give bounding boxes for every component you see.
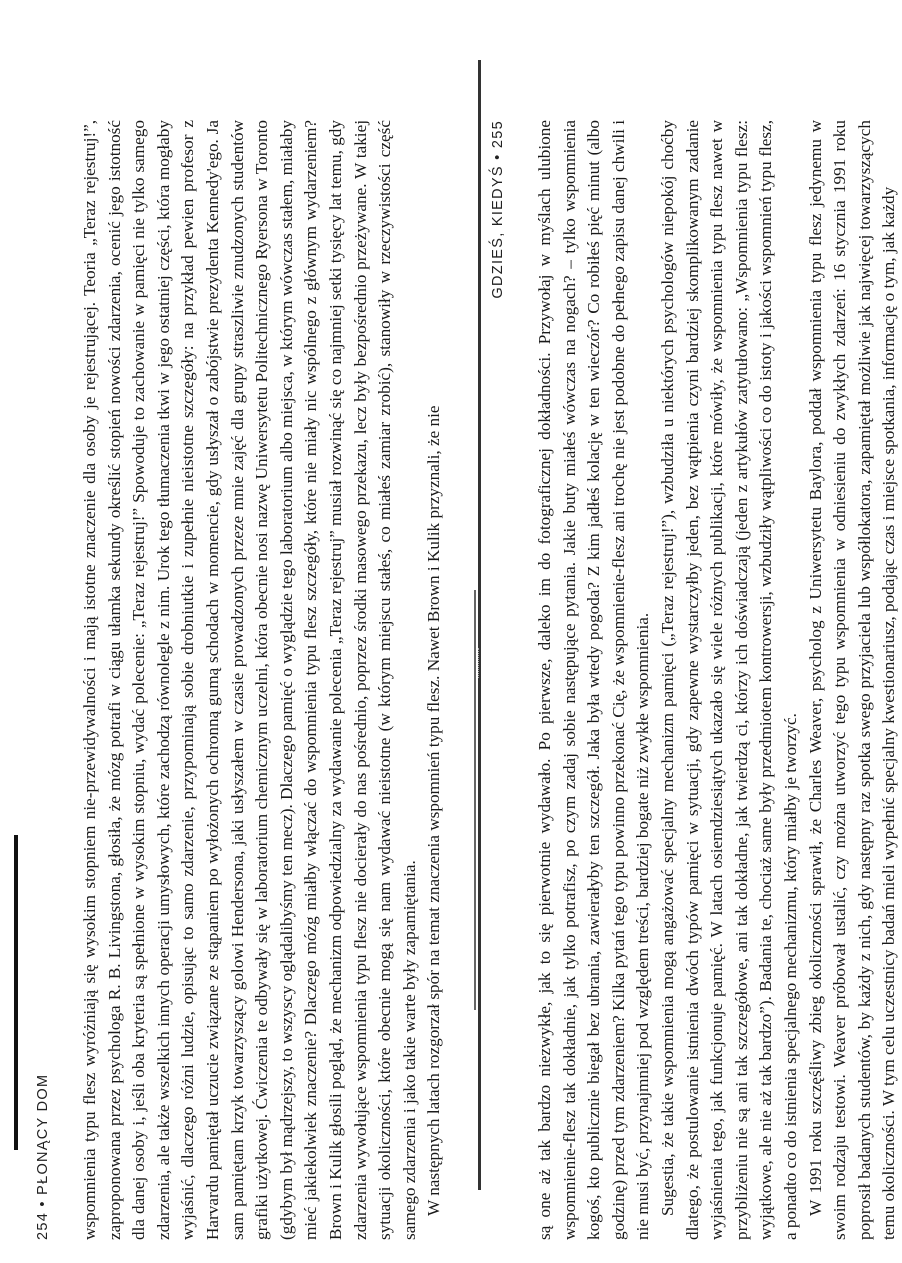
right-paragraph: Sugestia, że takie wspomnienia mogą angażować specjalny mechanizm pamięci („Teraz rejestruj!”), wzbudziła u niektórych psychologów niepokój choćby dlatego, że postulowanie istnienia dwóch typów pamięci w sytuacji, gdy zapewne wystarczyłby jeden, bez wątpienia czyni bardziej skomplikowanym zadanie wyjaśnienia tego, jak funkcjonuje pamięć. W latach osiemdziesiątych ukazało się wiele różnych publikacji, które mówiły, że wspomnienia typu flesz nawet w przybliżeniu nie są ani tak szczegółowe, ani tak dokładne, jak twierdzą ci, którzy ich doświadczają (jeden z artykułów zatytułowano: „Wspomnienia typu flesz: wyjątkowe, ale nie aż tak bardzo”). Badania te, chociaż same były przedmiotem kontrowersji, wzbudziły wątpliwości co do istoty i jakości wspomnień typu flesz, a ponadto co do istnienia specjalnego mechanizmu, który miałby je tworzyć. [657, 120, 800, 1240]
right-paragraph: są one aż tak bardzo niezwykłe, jak to się pierwotnie wydawało. Po pierwsze, daleko im do fotograficznej dokładności. Przywołaj w myślach ulubione wspomnienie-flesz tak dokładnie, jak tylko potrafisz, po czym zadaj sobie następujące pytania. Jakie buty miałeś wówczas na nogach? – tylko wspomnienia kogoś, kto publicznie biegał bez ubrania, zawierałyby ten szczegół. Jaka była wtedy pogoda? Z kim jadłeś kolację w ten wieczór? Co robiłeś pięć minut (albo godzinę) przed tym zdarzeniem? Kilka pytań tego typu powinno przekonać Cię, że wspomnienie-flesz ani trochę nie jest podobne do pełnego zapisu danej chwili i nie musi być, przynajmniej pod względem treści, bardziej bogate niż zwykłe wspomnienia. [535, 120, 653, 1240]
right-paragraph: W 1991 roku szczęśliwy zbieg okoliczności sprawił, że Charles Weaver, psycholog z Uniwersytetu Baylora, poddał wspomnienia typu flesz jedynemu w swoim rodzaju testowi. Weaver próbował ustalić, czy można utworzyć tego typu wspomnienia w odniesieniu do zwykłych zdarzeń: 16 stycznia 1991 roku poprosił badanych studentów, by każdy z nich, gdy następny raz spotka swego przyjaciela lub współlokatora, zapamiętał możliwie jak najwięcej towarzyszących temu okoliczności. W tym celu uczestnicy badań mieli wypełnić specjalny kwestionariusz, podając czas i miejsce spotkania, informację o tym, jak każdy [805, 120, 899, 1240]
left-paragraph: wspomnienia typu flesz wyróżniają się wysokim stopniem nie-przewidywalności i mają istotne znaczenie dla osoby je rejestrującej. Teoria „Teraz rejestruj!”, zaproponowana przez psychologa R. B. Livingstona, głosiła, że mózg potrafi w ciągu ułamka sekundy określić stopień nowości zdarzenia, ocenić jego istotność dla danej osoby i, jeśli oba kryteria są spełnione w wysokim stopniu, wydać polecenie: „Teraz rejestruj!” Spowoduje to zachowanie w pamięci nie tylko samego zdarzenia, ale także wszelkich innych operacji umysłowych, które zachodzą równolegle z nim. Urok tego tłumaczenia tkwi w jego ostatniej części, która mogłaby wyjaśnić, dlaczego różni ludzie, opisując to samo zdarzenie, przypominają sobie drobniutkie i zupełnie nieistotne szczegóły: na przykład pewien profesor z Harvardu pamiętał uczucie związane ze stąpaniem po wyłożonych ochronną gumą schodach w momencie, gdy usłyszał o zabójstwie prezydenta Kennedy'ego. Ja sam pamiętam krzyk towarzyszący golowi Hendersona, jaki usłyszałem w czasie prowadzonych przeze mnie zajęć dla grupy straszliwie znudzonych studentów grafiki użytkowej. Ćwiczenia te odbywały się w laboratorium chemicznym uczelni, która obecnie nosi nazwę Uniwersytetu Politechnicznego Ryersona w Toronto (gdybym był mądrzejszy, to wszyscy oglądalibyśmy ten mecz). Dlaczego pamięć o wyglądzie tego laboratorium albo miejsca, w którym wówczas stałem, miałaby mieć jakiekolwiek znaczenie? Dlaczego mózg miałby włączać do wspomnienia typu flesz szczegóły, które nie miały nic wspólnego z głównym wydarzeniem? Brown i Kulik głosili pogląd, że mechanizm odpowiedzialny za wydawanie polecenia „Teraz rejestruj” musiał rozwinąć się co najmniej setki tysięcy lat temu, gdy zdarzenia wywołujące wspomnienia typu flesz nie docierały do nas pośrednio, poprzez środki masowego przekazu, lecz były bezpośrednio przeżywane. W takiej sytuacji okoliczności, które obecnie mogą się nam wydawać nieistotne (w którym miejscu stałeś, co miałeś zamiar zrobić), stanowiły w rzeczywistości część samego zdarzenia i jako takie warte były zapamiętania. [80, 120, 419, 1240]
left-page-body [78, 120, 447, 1240]
right-page [485, 120, 899, 1240]
left-page-header: 254 • PŁONĄCY DOM [35, 1073, 51, 1240]
right-page-content [485, 120, 899, 1240]
left-page-content [30, 120, 470, 1240]
left-page [30, 120, 470, 1240]
right-page-body [533, 120, 902, 1240]
page-gutter-shadow [474, 590, 476, 1010]
left-paragraph: W następnych latach rozgorzał spór na temat znaczenia wspomnień typu flesz. Nawet Brown i Kulik przyznali, że nie [424, 405, 444, 1216]
book-spine-shadow [14, 835, 18, 1150]
page-gutter-line [478, 60, 481, 1190]
right-page-header: GDZIEŚ, KIEDYŚ • 255 [490, 120, 506, 299]
